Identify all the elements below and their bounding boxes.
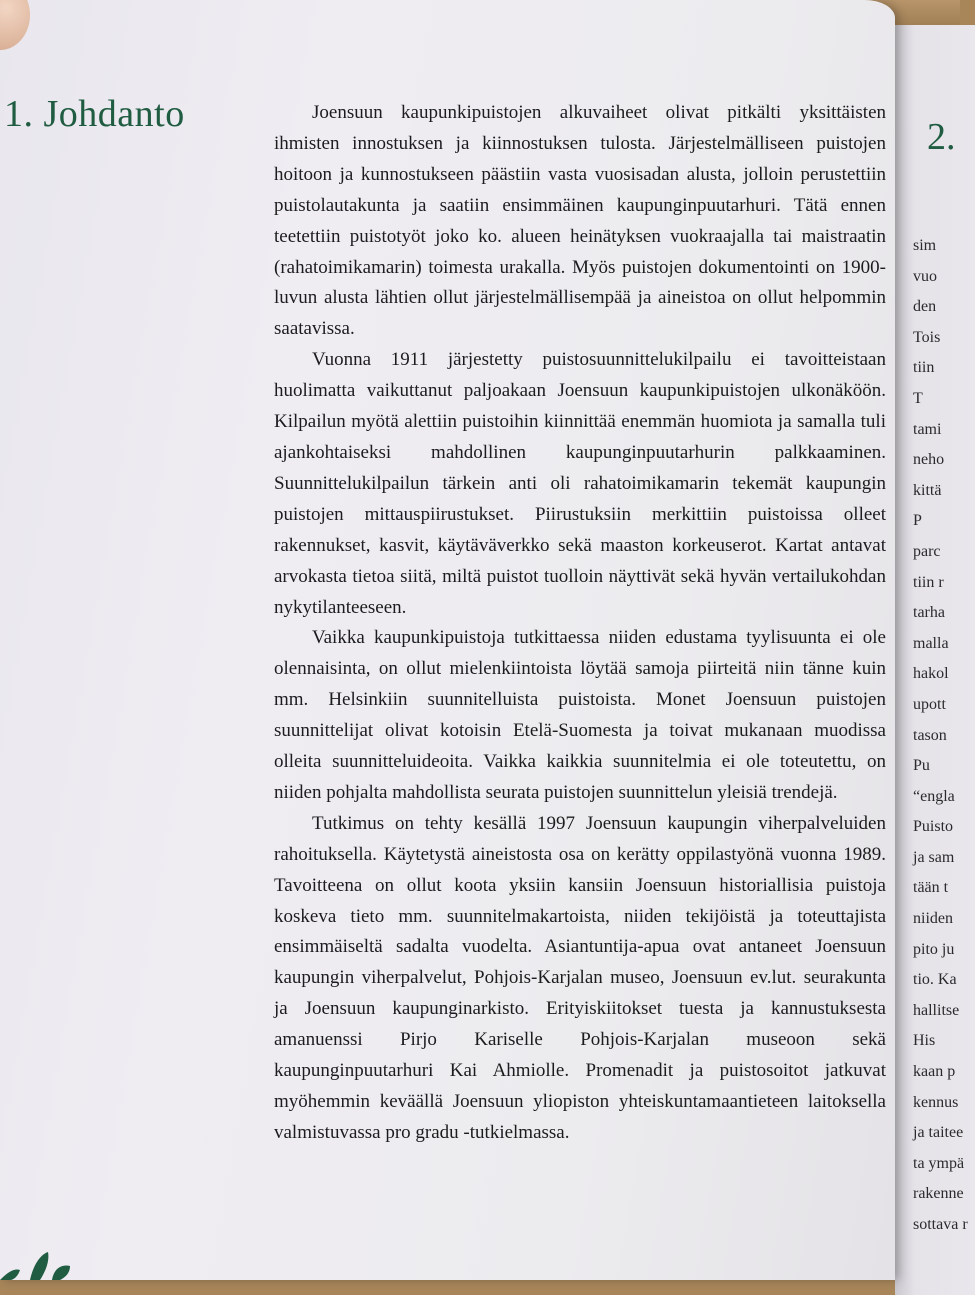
line-fragment: Puisto: [913, 818, 954, 836]
paragraph: Vaikka kaupunkipuistoja tutkittaessa niiden edustama tyylisuunta ei ole olennaisinta, on ollut mielenkiintoista löytää samoja piirteitä niin tänne kuin mm. Helsinkiin suunnitelluista puistoista. Monet Joensuun puistojen suunnittelijat olivat kotoisin Etelä-Suomesta ja toivat mukanaan muodissa olleita suunnitteluideoita. Vaikka kaikkia suunnitelmia ei ole toteutettu, on niiden pohjalta mahdollista seurata puistojen suunnittelun yleisiä trendejä.: [274, 627, 886, 803]
line-fragment: P: [913, 512, 922, 530]
line-fragment: tason: [913, 726, 947, 744]
paragraph: Joensuun kaupunkipuistojen alkuvaiheet olivat pitkälti yksittäisten ihmisten innostuksen ja kiinnostuksen tulosta. Järjestelmälliseen puistojen hoitoon ja kunnostukseen päästiin vasta vuosisadan alusta, jolloin perustettiin puistolautakunta ja saatiin ensimmäinen kaupunginpuutarhuri. Tätä ennen teetettiin puistotyöt joko ko. alueen heinätyksen vuokraajalla tai maistraatin (rahatoimikamarin) toimesta urakalla. Myös puistojen dokumentointi on 1900-luvun alusta lähtien ollut järjestelmällisempää ja aineistoa on ollut helpommin saatavissa.: [274, 102, 886, 340]
line-fragment: sottava r: [913, 1216, 968, 1233]
line-fragment: vuo: [913, 267, 937, 285]
line-fragment: hallitse: [913, 1001, 960, 1019]
body-text: [274, 98, 886, 1149]
line-fragment: den: [913, 298, 937, 316]
line-fragment: tami: [913, 420, 942, 438]
line-fragment: kittä: [913, 481, 942, 499]
line-fragment: His: [913, 1032, 936, 1050]
line-fragment: rakenne: [913, 1185, 964, 1203]
right-page: [895, 25, 975, 1295]
line-fragment: Pu: [913, 757, 930, 775]
line-fragment: tio. Ka: [913, 971, 957, 989]
line-fragment: pito ju: [913, 940, 955, 958]
line-fragment: Tois: [913, 328, 941, 346]
line-fragment: tiin r: [913, 573, 944, 591]
leaf-ornament: [0, 1238, 120, 1280]
line-fragment: niiden: [913, 910, 953, 928]
chapter-heading: 1. Johdanto: [4, 93, 185, 135]
line-fragment: neho: [913, 451, 945, 469]
line-fragment: tarha: [913, 604, 945, 622]
line-fragment: upott: [913, 695, 946, 713]
line-fragment: “engla: [913, 787, 955, 805]
line-fragment: parc: [913, 542, 941, 560]
line-fragment: kaan p: [913, 1063, 956, 1081]
line-fragment: ja taitee: [913, 1124, 964, 1142]
line-fragment: kennus: [913, 1093, 959, 1111]
line-fragment: tiin: [913, 359, 935, 377]
paragraph: Tutkimus on tehty kesällä 1997 Joensuun kaupungin viherpalveluiden rahoituksella. Käytetystä aineistosta osa on kerätty oppilastyönä vuonna 1989. Tavoitteena on ollut koota yksiin kansiin Joensuun historiallisia puistoja koskeva tieto mm. suunnitelmakartoista, niiden tekijöistä ja toteuttajista ensimmäiseltä sadalta vuodelta. Asiantuntija-apua ovat antaneet Joensuun kaupungin viherpalvelut, Pohjois-Karjalan museo, Joensuun ev.lut. seurakunta ja Joensuun kaupunginarkisto. Erityiskiitokset tuesta ja kannustuksesta amanuenssi Pirjo Kariselle Pohjois-Karjalan museoon sekä kaupunginpuutarhuri Kai Ahmiolle. Promenadit ja puistosoitot jatkuvat myöhemmin keväällä Joensuun yliopiston yhteiskuntamaantieteen laitoksella valmistuvassa pro gradu -tutkielmassa.: [274, 812, 886, 1143]
line-fragment: malla: [913, 634, 949, 652]
line-fragment: ja sam: [913, 848, 955, 866]
line-fragment: ta ympä: [913, 1154, 965, 1172]
paragraph: Vuonna 1911 järjestetty puistosuunnittelukilpailu ei tavoitteistaan huolimatta vaikuttanut paljoakaan Joensuun kaupunkipuistojen ulkonäköön. Kilpailun myötä alettiin puistoihin kiinnittää enemmän huomiota ja samalla tuli ajankohtaiseksi mahdollinen kaupunginpuutarhurin palkkaaminen. Suunnittelukilpailun tärkein anti oli rahatoimikamarin tekemät kaupungin puistojen mittauspiirustukset. Piirustuksiin merkittiin puistoissa olleet rakennukset, kasvit, käytäväverkko sekä maaston korkeuserot. Kartat antavat arvokasta tietoa siitä, miltä puistot tuolloin näyttivät sekä hyvän vertailukohdan nykytilanteeseen.: [274, 349, 886, 618]
next-chapter-heading: 2.: [927, 116, 956, 158]
line-fragment: tään t: [913, 879, 949, 897]
line-fragment: T: [913, 389, 923, 407]
line-fragment: sim: [913, 237, 937, 254]
right-page-text: [913, 231, 968, 1241]
line-fragment: hakol: [913, 665, 949, 683]
